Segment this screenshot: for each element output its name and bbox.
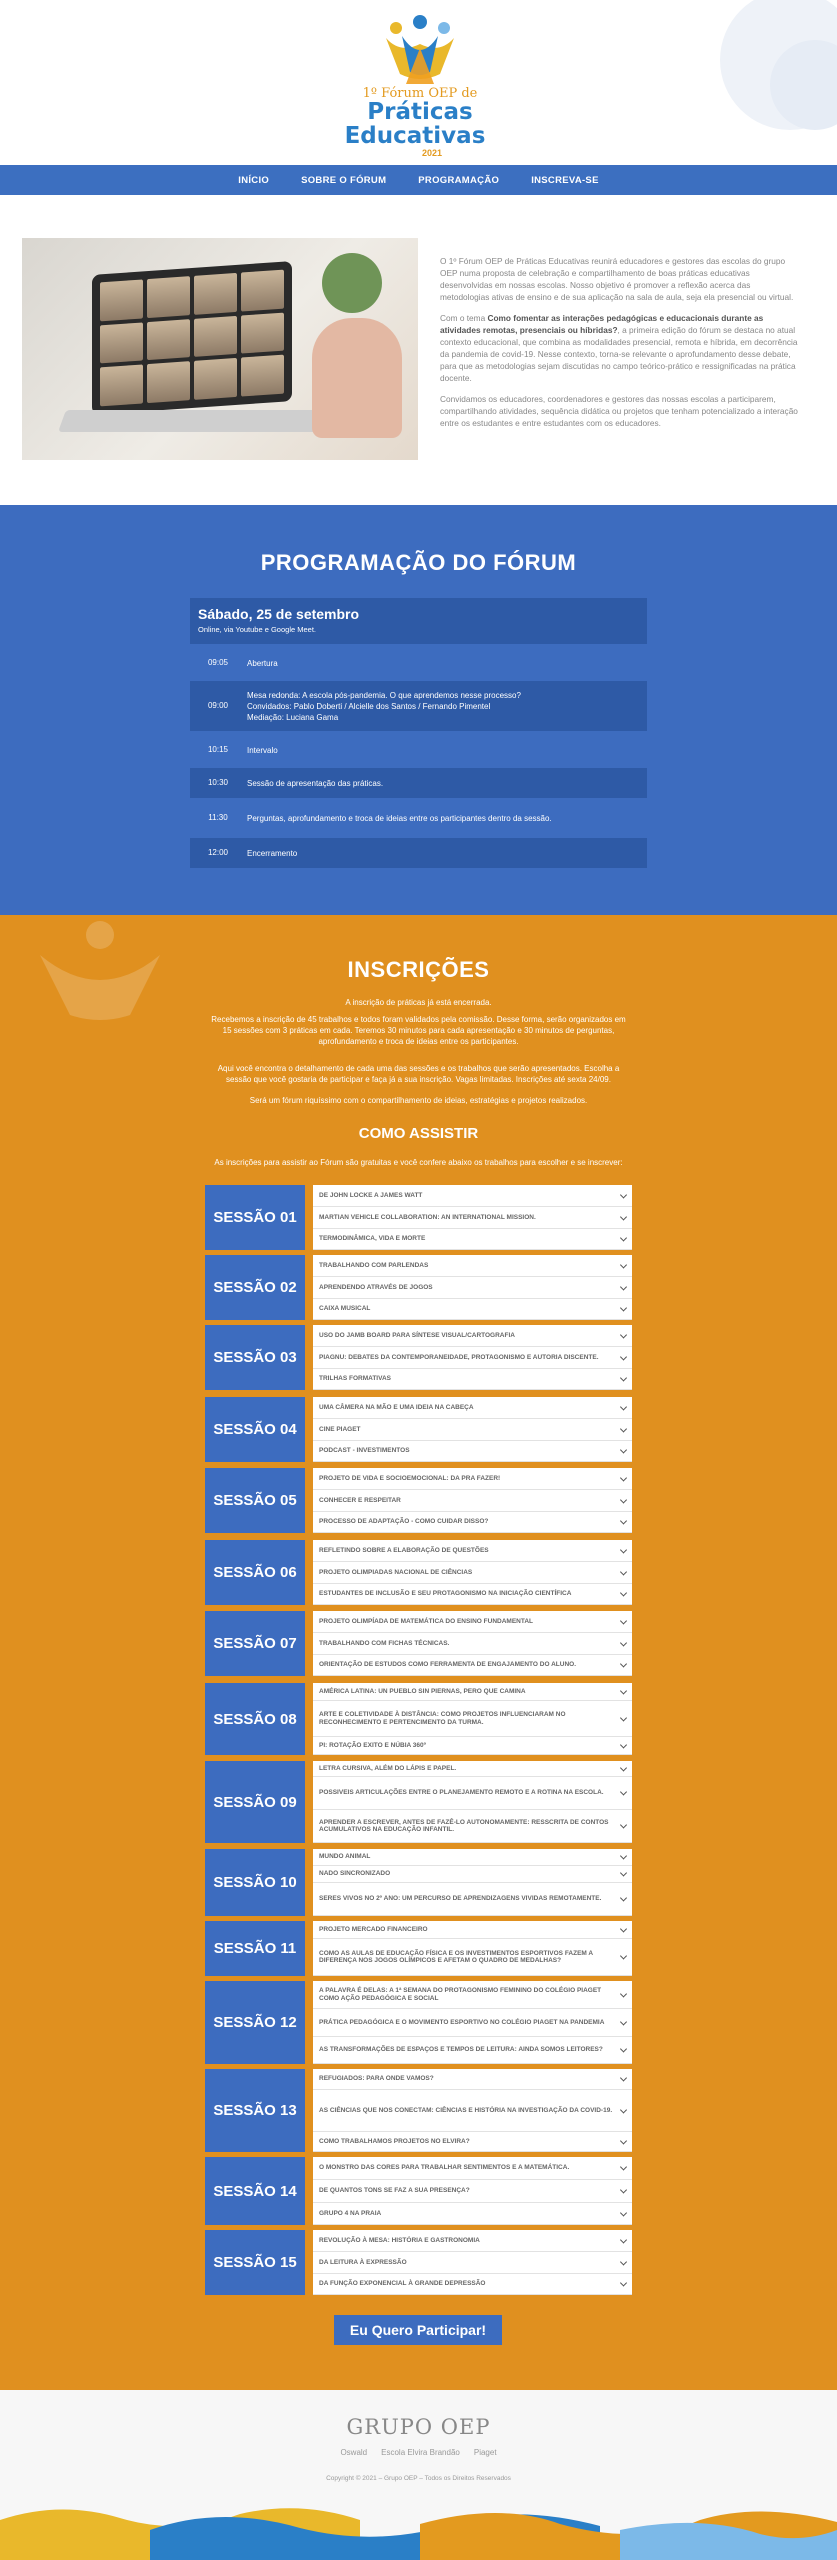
schedule-time: 11:30 <box>208 813 228 822</box>
chevron-down-icon[interactable] <box>620 1261 627 1268</box>
session-block <box>205 1981 632 2064</box>
chevron-down-icon[interactable] <box>620 1660 627 1667</box>
chevron-down-icon[interactable] <box>620 1952 627 1959</box>
inscricoes-paragraph-1: Recebemos a inscrição de 45 trabalhos e todos foram validados pela comissão. Desse forma, serão organizados em 15 sessões com 3 práticas em cada. Teremos 30 minutos para cada apresentação e 30 minutos de perguntas, aprofundamento e troca de ideias entre os participantes. <box>211 1015 626 1046</box>
session-work-title: LETRA CURSIVA, ALÉM DO LÁPIS E PAPEL. <box>319 1764 457 1772</box>
chevron-down-icon[interactable] <box>620 1331 627 1338</box>
session-work-accordion[interactable] <box>313 1468 632 1490</box>
brand-oswald: Oswald <box>340 2448 368 2457</box>
about-paragraph-2: Com o tema Como fomentar as interações pedagógicas e educacionais durante as atividades remotas, presenciais ou híbridas?, a primeira edição do fórum se destaca no atual contexto educacional, que combina as modalidades presencial, remota e híbrida, em decorrência da pandemia de covid-19. Nesse contexto, torna-se relevante o aprofundamento desse debate, para que as metodologias sejam discutidas no campo teórico-prático e ressignificadas na prática docente. <box>440 313 798 383</box>
schedule-row <box>190 838 647 868</box>
session-label: SESSÃO 13 <box>205 2069 305 2152</box>
session-work-title: PROJETO OLIMPÍADA DE MATEMÁTICA DO ENSINO FUNDAMENTAL <box>319 1617 534 1625</box>
session-work-accordion[interactable] <box>313 1777 632 1810</box>
session-work-accordion[interactable] <box>313 1939 632 1976</box>
session-work-title: DA LEITURA À EXPRESSÃO <box>319 2258 407 2266</box>
session-label: SESSÃO 04 <box>205 1397 305 1462</box>
session-work-accordion[interactable] <box>313 2157 632 2180</box>
session-work-accordion[interactable] <box>313 1255 632 1277</box>
session-work-title: MUNDO ANIMAL <box>319 1853 371 1861</box>
session-label: SESSÃO 09 <box>205 1761 305 1843</box>
session-items <box>313 1921 632 1976</box>
brand-piaget: Piaget <box>473 2448 497 2457</box>
chevron-down-icon[interactable] <box>620 1496 627 1503</box>
schedule-time: 09:00 <box>207 701 229 710</box>
schedule-description <box>247 658 278 669</box>
session-work-accordion[interactable] <box>313 2132 632 2152</box>
schedule-description <box>247 690 521 723</box>
session-work-title: TRABALHANDO COM PARLENDAS <box>319 1261 429 1269</box>
chevron-down-icon[interactable] <box>620 1714 627 1721</box>
session-work-accordion[interactable] <box>313 1397 632 1419</box>
chevron-down-icon[interactable] <box>620 2279 627 2286</box>
session-items <box>313 1325 632 1390</box>
session-work-accordion[interactable] <box>313 1512 632 1533</box>
session-items <box>313 1468 632 1533</box>
session-label: SESSÃO 14 <box>205 2157 305 2225</box>
session-work-title: O MONSTRO DAS CORES PARA TRABALHAR SENTIMENTOS E A MATEMÁTICA. <box>319 2164 570 2172</box>
chevron-down-icon[interactable] <box>620 1788 627 1795</box>
schedule-line: Abertura <box>247 658 278 668</box>
chevron-down-icon[interactable] <box>620 1353 627 1360</box>
session-work-accordion[interactable] <box>313 2069 632 2090</box>
session-items <box>313 1611 632 1676</box>
schedule-line: Mediação: Luciana Gama <box>247 712 339 722</box>
schedule-line: Intervalo <box>247 745 278 755</box>
session-work-accordion[interactable] <box>313 2252 632 2274</box>
chevron-down-icon[interactable] <box>620 2186 627 2193</box>
session-work-title: PIAGNU: DEBATES DA CONTEMPORANEIDADE, PROTAGONISMO E AUTORIA DISCENTE. <box>319 1353 599 1361</box>
session-work-accordion[interactable] <box>313 1701 632 1737</box>
session-work-accordion[interactable] <box>313 1611 632 1633</box>
chevron-down-icon[interactable] <box>620 1234 627 1241</box>
session-work-title: AMÉRICA LATINA: UN PUEBLO SIN PIERNAS, PERO QUE CAMINA <box>319 1687 526 1695</box>
chevron-down-icon[interactable] <box>620 1283 627 1290</box>
session-work-title: TERMODINÂMICA, VIDA E MORTE <box>319 1235 426 1243</box>
schedule-row <box>190 735 647 765</box>
session-items <box>313 1849 632 1916</box>
session-label: SESSÃO 12 <box>205 1981 305 2064</box>
day-subtitle: Online, via Youtube e Google Meet. <box>198 625 317 634</box>
session-label: SESSÃO 06 <box>205 1540 305 1605</box>
session-block <box>205 1761 632 1843</box>
chevron-down-icon[interactable] <box>620 2074 627 2081</box>
session-work-accordion[interactable] <box>313 1655 632 1676</box>
logo-line2: Práticas <box>367 99 473 125</box>
schedule-description <box>247 813 552 824</box>
session-block <box>205 1540 632 1605</box>
programacao-section <box>0 505 837 915</box>
chevron-down-icon[interactable] <box>620 1304 627 1311</box>
schedule-time: 09:05 <box>207 658 229 667</box>
session-label: SESSÃO 01 <box>205 1185 305 1250</box>
chevron-down-icon[interactable] <box>620 1639 627 1646</box>
person-hand <box>312 318 402 438</box>
session-items <box>313 1981 632 2064</box>
session-work-accordion[interactable] <box>313 1761 632 1777</box>
header <box>0 0 837 165</box>
session-work-title: GRUPO 4 NA PRAIA <box>319 2209 382 2217</box>
chevron-down-icon[interactable] <box>620 1546 627 1553</box>
inscricoes-paragraph-2: Aqui você encontra o detalhamento de cada uma das sessões e os trabalhos que serão apresentados. Escolha a sessão que você gostaria de participar e faça já a sua inscrição. Vagas limitadas. Inscrições até sexta 24/09. <box>217 1064 620 1084</box>
session-items <box>313 2230 632 2295</box>
chevron-down-icon[interactable] <box>620 1925 627 1932</box>
laptop-video-call-image <box>22 238 418 460</box>
session-work-accordion[interactable] <box>313 1633 632 1655</box>
session-label: SESSÃO 15 <box>205 2230 305 2295</box>
session-work-accordion[interactable] <box>313 1185 632 1207</box>
chevron-down-icon[interactable] <box>620 1852 627 1859</box>
session-work-accordion[interactable] <box>313 1810 632 1843</box>
session-block <box>205 1325 632 1390</box>
chevron-down-icon[interactable] <box>620 2137 627 2144</box>
session-work-title: REFLETINDO SOBRE A ELABORAÇÃO DE QUESTÕES <box>319 1546 489 1554</box>
nav-sobre[interactable]: SOBRE O FÓRUM <box>301 174 387 186</box>
session-items <box>313 1397 632 1462</box>
session-block <box>205 1611 632 1676</box>
session-items <box>313 1761 632 1843</box>
schedule-line: Encerramento <box>247 848 298 858</box>
chevron-down-icon[interactable] <box>620 1403 627 1410</box>
chevron-down-icon[interactable] <box>620 1990 627 1997</box>
programacao-title: PROGRAMAÇÃO DO FÓRUM <box>260 550 577 575</box>
session-work-title: DA FUNÇÃO EXPONENCIAL À GRANDE DEPRESSÃO <box>319 2280 486 2288</box>
about-paragraph-1: O 1º Fórum OEP de Práticas Educativas reunirá educadores e gestores das escolas do grupo OEP numa proposta de celebração e compartilhamento de boas práticas educativas desenvolvidas em nossas escolas. Nosso objetivo é promover a reflexão acerca das metodologias ativas de ensino e de sua aplicação na sala de aula, seja ela presencial ou virtual. <box>440 256 794 302</box>
chevron-down-icon[interactable] <box>620 1374 627 1381</box>
forum-logo[interactable] <box>330 14 510 158</box>
session-work-title: A PALAVRA É DELAS: A 1ª SEMANA DO PROTAGONISMO FEMININO DO COLÉGIO PIAGET COMO AÇÃO PEDAGÓGICA E SOCIAL <box>319 1987 602 2002</box>
session-work-title: DE JOHN LOCKE A JAMES WATT <box>319 1191 423 1199</box>
session-work-accordion[interactable] <box>313 1981 632 2009</box>
session-items <box>313 2069 632 2152</box>
session-block <box>205 1921 632 1976</box>
chevron-down-icon[interactable] <box>620 1894 627 1901</box>
chevron-down-icon[interactable] <box>620 2106 627 2113</box>
logo-line1: 1º Fórum OEP de <box>362 86 478 101</box>
schedule-row <box>190 768 647 798</box>
session-work-title: AS TRANSFORMAÇÕES DE ESPAÇOS E TEMPOS DE LEITURA: AINDA SOMOS LEITORES? <box>319 2046 603 2054</box>
session-work-accordion[interactable] <box>313 2009 632 2037</box>
day-title: Sábado, 25 de setembro <box>198 606 360 622</box>
session-work-title: POSSIVEIS ARTICULAÇÕES ENTRE O PLANEJAMENTO REMOTO E A ROTINA NA ESCOLA. <box>319 1789 604 1797</box>
session-work-accordion[interactable] <box>313 1277 632 1299</box>
session-work-title: TRILHAS FORMATIVAS <box>319 1375 391 1383</box>
session-work-title: TRABALHANDO COM FICHAS TÉCNICAS. <box>319 1639 450 1647</box>
session-work-accordion[interactable] <box>313 1683 632 1701</box>
session-block <box>205 2069 632 2152</box>
schedule-time: 10:30 <box>207 778 229 787</box>
session-work-accordion[interactable] <box>313 2090 632 2132</box>
session-work-title: DE QUANTOS TONS SE FAZ A SUA PRESENÇA? <box>319 2187 470 2195</box>
chevron-down-icon[interactable] <box>620 1446 627 1453</box>
schedule-row <box>190 803 647 833</box>
session-items <box>313 1185 632 1250</box>
schedule-line: Sessão de apresentação das práticas. <box>247 778 384 788</box>
session-work-accordion[interactable] <box>313 1584 632 1605</box>
chevron-down-icon[interactable] <box>620 2258 627 2265</box>
session-work-accordion[interactable] <box>313 1441 632 1462</box>
copyright: Copyright © 2021 – Grupo OEP – Todos os Direitos Reservados <box>326 2475 511 2482</box>
footer-logo: GRUPO OEP <box>346 2415 491 2439</box>
session-work-title: AS CIÊNCIAS QUE NOS CONECTAM: CIÊNCIAS E HISTÓRIA NA INVESTIGAÇÃO DA COVID-19. <box>319 2106 613 2114</box>
session-work-title: PROCESSO DE ADAPTAÇÃO - COMO CUIDAR DISSO? <box>319 1518 489 1526</box>
footer-wave-decoration <box>0 2500 837 2560</box>
logo-figures-icon <box>380 14 460 86</box>
footer <box>0 2390 837 2560</box>
nav-programacao[interactable]: PROGRAMAÇÃO <box>418 174 500 186</box>
session-work-title: PI: ROTAÇÃO EXITO E NÚBIA 360º <box>319 1741 426 1749</box>
schedule-row <box>190 648 647 678</box>
schedule-line: Perguntas, aprofundamento e troca de ideias entre os participantes dentro da sessão. <box>247 813 552 823</box>
session-work-accordion[interactable] <box>313 1325 632 1347</box>
session-label: SESSÃO 07 <box>205 1611 305 1676</box>
session-label: SESSÃO 10 <box>205 1849 305 1916</box>
nav-inscreva[interactable]: INSCREVA-SE <box>531 174 599 186</box>
session-work-accordion[interactable] <box>313 1419 632 1441</box>
chevron-down-icon[interactable] <box>620 2045 627 2052</box>
session-work-title: CONHECER E RESPEITAR <box>319 1496 401 1504</box>
chevron-down-icon[interactable] <box>620 1213 627 1220</box>
inscricoes-title: INSCRIÇÕES <box>347 957 490 982</box>
session-label: SESSÃO 02 <box>205 1255 305 1320</box>
chevron-down-icon[interactable] <box>620 1764 627 1771</box>
session-work-title: NADO SINCRONIZADO <box>319 1870 391 1878</box>
session-work-title: REFUGIADOS: PARA ONDE VAMOS? <box>319 2075 434 2083</box>
session-work-accordion[interactable] <box>313 1866 632 1883</box>
session-work-title: ESTUDANTES DE INCLUSÃO E SEU PROTAGONISMO NA INICIAÇÃO CIENTÍFICA <box>319 1590 572 1598</box>
session-work-title: CAIXA MUSICAL <box>319 1305 371 1313</box>
session-items <box>313 1683 632 1755</box>
chevron-down-icon[interactable] <box>620 1589 627 1596</box>
session-work-title: ORIENTAÇÃO DE ESTUDOS COMO FERRAMENTA DE ENGAJAMENTO DO ALUNO. <box>319 1661 576 1669</box>
session-label: SESSÃO 03 <box>205 1325 305 1390</box>
schedule-line: Convidados: Pablo Doberti / Alcielle dos Santos / Fernando Pimentel <box>247 701 491 711</box>
laptop-screen <box>92 261 292 415</box>
session-work-accordion[interactable] <box>313 1207 632 1229</box>
about-text <box>440 255 800 438</box>
session-work-accordion[interactable] <box>313 1229 632 1250</box>
inscricoes-section <box>0 915 837 2390</box>
chevron-down-icon[interactable] <box>620 1741 627 1748</box>
session-items <box>313 2157 632 2225</box>
session-label: SESSÃO 05 <box>205 1468 305 1533</box>
session-work-accordion[interactable] <box>313 1849 632 1866</box>
session-work-accordion[interactable] <box>313 1347 632 1369</box>
main-nav <box>0 165 837 195</box>
chevron-down-icon[interactable] <box>620 2163 627 2170</box>
day-header <box>190 598 647 644</box>
session-work-accordion[interactable] <box>313 1921 632 1939</box>
inscricoes-closed: A inscrição de práticas já está encerrada. <box>345 998 492 1007</box>
session-label: SESSÃO 08 <box>205 1683 305 1755</box>
session-work-title: COMO TRABALHAMOS PROJETOS NO ELVIRA? <box>319 2137 470 2145</box>
nav-inicio[interactable]: INÍCIO <box>238 174 270 186</box>
session-work-title: MARTIAN VEHICLE COLLABORATION: AN INTERNATIONAL MISSION. <box>319 1213 536 1221</box>
session-work-accordion[interactable] <box>313 2180 632 2203</box>
chevron-down-icon[interactable] <box>620 1821 627 1828</box>
como-assistir-text: As inscrições para assistir ao Fórum são gratuitas e você confere abaixo os trabalhos para escolher e se inscrever: <box>214 1158 623 1167</box>
session-work-accordion[interactable] <box>313 2203 632 2225</box>
session-work-title: PROJETO DE VIDA E SOCIOEMOCIONAL: DA PRA FAZER! <box>319 1474 501 1482</box>
session-work-accordion[interactable] <box>313 2230 632 2252</box>
session-work-title: USO DO JAMB BOARD PARA SÍNTESE VISUAL/CARTOGRAFIA <box>319 1331 515 1339</box>
session-work-accordion[interactable] <box>313 1369 632 1390</box>
session-block <box>205 2230 632 2295</box>
chevron-down-icon[interactable] <box>620 2209 627 2216</box>
chevron-down-icon[interactable] <box>620 1568 627 1575</box>
about-section <box>0 195 837 505</box>
chevron-down-icon[interactable] <box>620 1517 627 1524</box>
session-block <box>205 1683 632 1755</box>
session-items <box>313 1255 632 1320</box>
inscricoes-paragraph-3: Será um fórum riquíssimo com o compartilhamento de ideias, estratégias e projetos realizados. <box>249 1096 588 1105</box>
schedule-time: 10:15 <box>207 745 229 754</box>
schedule-time: 12:00 <box>207 848 229 857</box>
como-assistir-title: COMO ASSISTIR <box>358 1125 479 1142</box>
chevron-down-icon[interactable] <box>620 2236 627 2243</box>
chevron-down-icon[interactable] <box>620 1191 627 1198</box>
session-work-title: PROJETO MERCADO FINANCEIRO <box>319 1925 428 1933</box>
chevron-down-icon[interactable] <box>620 1425 627 1432</box>
session-work-title: UMA CÂMERA NA MÃO E UMA IDEIA NA CABEÇA <box>319 1403 474 1411</box>
schedule-line: Mesa redonda: A escola pós-pandemia. O que aprendemos nesse processo? <box>247 690 521 700</box>
session-label: SESSÃO 11 <box>205 1921 305 1976</box>
session-work-accordion[interactable] <box>313 1883 632 1916</box>
session-work-title: APRENDER A ESCREVER, ANTES DE FAZÊ-LO AUTONOMAMENTE: RESSCRITA DE CONTOS ACUMULATIVOS NA EDUCAÇÃO INFANTIL. <box>319 1818 609 1833</box>
session-work-accordion[interactable] <box>313 2274 632 2295</box>
session-work-accordion[interactable] <box>313 2037 632 2064</box>
chevron-down-icon[interactable] <box>620 1869 627 1876</box>
schedule-description <box>247 778 383 789</box>
logo-line3: Educativas <box>344 123 486 149</box>
laptop-keyboard <box>58 410 326 432</box>
session-block <box>205 2157 632 2225</box>
session-work-title: SERES VIVOS NO 2º ANO: UM PERCURSO DE APRENDIZAGENS VIVIDAS REMOTAMENTE. <box>319 1895 602 1903</box>
session-work-title: REVOLUÇÃO À MESA: HISTÓRIA E GASTRONOMIA <box>319 2236 480 2244</box>
session-work-accordion[interactable] <box>313 1737 632 1755</box>
chevron-down-icon[interactable] <box>620 2018 627 2025</box>
schedule-row <box>190 681 647 731</box>
chevron-down-icon[interactable] <box>620 1617 627 1624</box>
session-work-title: PODCAST - INVESTIMENTOS <box>319 1447 410 1455</box>
chevron-down-icon[interactable] <box>620 1687 627 1694</box>
session-block <box>205 1255 632 1320</box>
plant-decoration <box>322 253 382 313</box>
session-work-title: ARTE E COLETIVIDADE À DISTÂNCIA: COMO PROJETOS INFLUENCIARAM NO RECONHECIMENTO E PERTENCIMENTO DA TURMA. <box>319 1711 566 1726</box>
session-work-title: APRENDENDO ATRAVÉS DE JOGOS <box>319 1283 433 1291</box>
schedule-description <box>247 848 297 859</box>
session-work-accordion[interactable] <box>313 1490 632 1512</box>
footer-brands <box>0 2448 837 2457</box>
session-work-title: PRÁTICA PEDAGÓGICA E O MOVIMENTO ESPORTIVO NO COLÉGIO PIAGET NA PANDEMIA <box>319 2018 605 2026</box>
session-block <box>205 1185 632 1250</box>
session-work-accordion[interactable] <box>313 1540 632 1562</box>
session-items <box>313 1540 632 1605</box>
session-block <box>205 1468 632 1533</box>
session-work-title: CINE PIAGET <box>319 1425 361 1433</box>
session-work-title: PROJETO OLIMPIADAS NACIONAL DE CIÊNCIAS <box>319 1568 473 1576</box>
schedule-description <box>247 745 278 756</box>
session-block <box>205 1397 632 1462</box>
logo-year: 2021 <box>422 148 443 158</box>
brand-elvira: Escola Elvira Brandão <box>381 2448 460 2457</box>
session-block <box>205 1849 632 1916</box>
about-theme: Como fomentar as interações pedagógicas e educacionais durante as atividades remotas, presenciais ou híbridas? <box>440 313 764 335</box>
participate-button[interactable]: Eu Quero Participar! <box>334 2315 502 2345</box>
session-work-accordion[interactable] <box>313 1562 632 1584</box>
session-work-accordion[interactable] <box>313 1299 632 1320</box>
chevron-down-icon[interactable] <box>620 1474 627 1481</box>
about-paragraph-3: Convidamos os educadores, coordenadores e gestores das nossas escolas a participarem, compartilhando atividades, sequência didática ou projetos que tenham potencializado a interação entre os estudantes e entre estudantes com os educadores. <box>440 394 798 428</box>
session-work-title: COMO AS AULAS DE EDUCAÇÃO FÍSICA E OS INVESTIMENTOS ESPORTIVOS FAZEM A DIFERENÇA NOS JOGOS OLÍMPICOS E AFETAM O QUADRO DE MEDALHAS? <box>319 1949 593 1964</box>
